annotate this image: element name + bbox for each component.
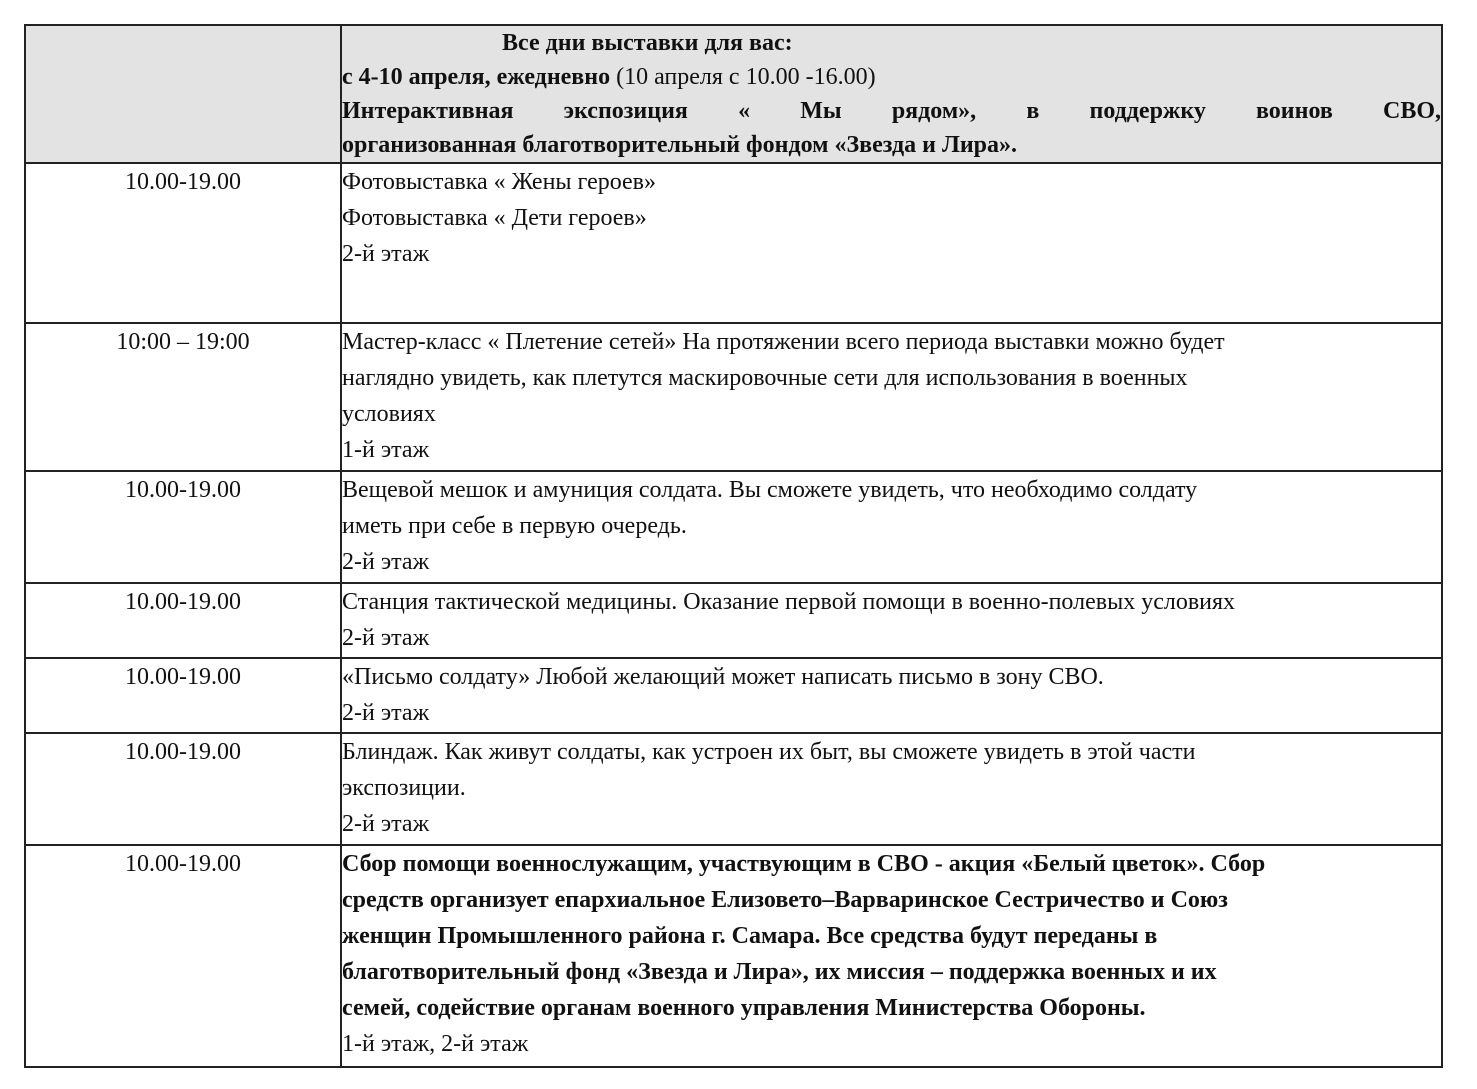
header-dates-note: (10 апреля с 10.00 -16.00) xyxy=(610,64,876,90)
description-line: условиях xyxy=(342,401,436,427)
header-description-line2: организованная благотворительный фондом «Звезда и Лира». xyxy=(342,132,1017,158)
description-line-bold: женщин Промышленного района г. Самара. Все средства будут переданы в xyxy=(342,923,1158,949)
description-cell xyxy=(341,845,1442,1067)
floor-label: 2-й этаж xyxy=(342,549,430,575)
header-cell xyxy=(341,25,1442,163)
floor-label: 1-й этаж xyxy=(342,437,430,463)
floor-label: 2-й этаж xyxy=(342,625,430,651)
table-row xyxy=(25,845,1442,1067)
schedule-table xyxy=(24,24,1443,1068)
time-cell: 10.00-19.00 xyxy=(25,733,341,845)
header-empty-cell xyxy=(25,25,341,163)
floor-label: 1-й этаж, 2-й этаж xyxy=(342,1031,529,1057)
description-line: Станция тактической медицины. Оказание первой помощи в военно-полевых условиях xyxy=(342,589,1236,615)
time-cell: 10.00-19.00 xyxy=(25,658,341,733)
time-cell: 10:00 – 19:00 xyxy=(25,323,341,471)
description-line-bold: Сбор помощи военнослужащим, участвующим в СВО - акция «Белый цветок». Сбор xyxy=(342,851,1266,877)
description-line-bold: благотворительный фонд «Звезда и Лира», их миссия – поддержка военных и их xyxy=(342,959,1217,985)
description-line: иметь при себе в первую очередь. xyxy=(342,513,687,539)
description-line: Блиндаж. Как живут солдаты, как устроен их быт, вы сможете увидеть в этой части xyxy=(342,739,1196,765)
description-line: Фотовыставка « Дети героев» xyxy=(342,205,647,231)
table-row xyxy=(25,733,1442,845)
description-line: «Письмо солдату» Любой желающий может написать письмо в зону СВО. xyxy=(342,664,1104,690)
description-line: экспозиции. xyxy=(342,775,466,801)
description-cell xyxy=(341,323,1442,471)
description-cell xyxy=(341,733,1442,845)
description-cell xyxy=(341,163,1442,323)
description-cell xyxy=(341,583,1442,658)
floor-label: 2-й этаж xyxy=(342,700,430,726)
header-description-line1: Интерактивная экспозиция « Мы рядом», в поддержку воинов СВО, xyxy=(342,98,1441,124)
header-dates xyxy=(342,60,1441,94)
table-row xyxy=(25,583,1442,658)
table-row xyxy=(25,323,1442,471)
floor-label: 2-й этаж xyxy=(342,241,430,267)
time-cell: 10.00-19.00 xyxy=(25,471,341,583)
header-row xyxy=(25,25,1442,163)
floor-label: 2-й этаж xyxy=(342,811,430,837)
description-line: Фотовыставка « Жены героев» xyxy=(342,169,657,195)
description-line-bold: средств организует епархиальное Елизовето–Варваринское Сестричество и Союз xyxy=(342,887,1228,913)
description-cell xyxy=(341,471,1442,583)
table-row xyxy=(25,163,1442,323)
header-title: Все дни выставки для вас: xyxy=(502,30,793,56)
header-dates-bold: с 4-10 апреля, ежедневно xyxy=(342,64,611,90)
time-cell: 10.00-19.00 xyxy=(25,845,341,1067)
description-line: Вещевой мешок и амуниция солдата. Вы сможете увидеть, что необходимо солдату xyxy=(342,477,1198,503)
time-cell: 10.00-19.00 xyxy=(25,583,341,658)
description-line-bold: семей, содействие органам военного управления Министерства Обороны. xyxy=(342,995,1146,1021)
description-cell xyxy=(341,658,1442,733)
table-row xyxy=(25,471,1442,583)
description-line: Мастер-класс « Плетение сетей» На протяжении всего периода выставки можно будет xyxy=(342,329,1225,355)
description-line: наглядно увидеть, как плетутся маскировочные сети для использования в военных xyxy=(342,365,1188,391)
time-cell: 10.00-19.00 xyxy=(25,163,341,323)
table-row xyxy=(25,658,1442,733)
